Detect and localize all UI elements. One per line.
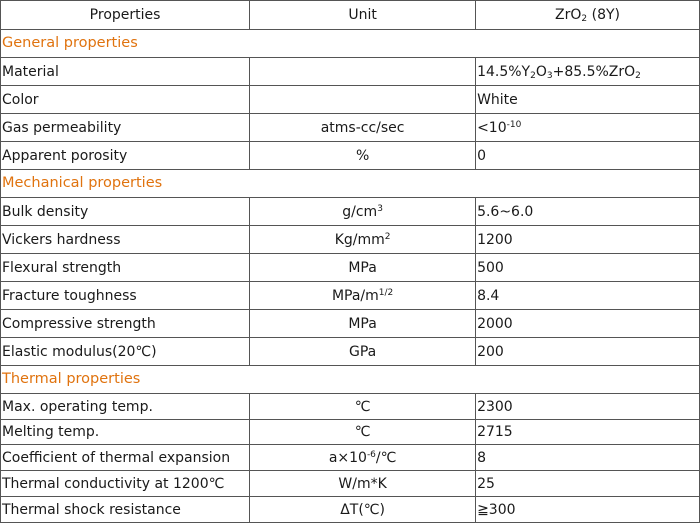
table-header-row (1, 1, 700, 30)
property-unit (250, 58, 476, 86)
section-row-thermal (1, 366, 700, 394)
property-unit: $Kg/mm^2$ (250, 226, 476, 254)
property-name: Coefficient of thermal expansion (1, 445, 250, 471)
property-unit: MPa (250, 254, 476, 282)
property-value: $<10^{-10}$ (476, 114, 700, 142)
header-unit: Unit (250, 1, 476, 30)
property-name: Thermal shock resistance (1, 497, 250, 523)
property-value: White (476, 86, 700, 114)
property-value: 200 (476, 338, 700, 366)
property-unit: % (250, 142, 476, 170)
property-name: Thermal conductivity at 1200℃ (1, 471, 250, 497)
property-unit: W/m*K (250, 471, 476, 497)
property-unit: MPa (250, 310, 476, 338)
property-value: ≧300 (476, 497, 700, 523)
header-properties: Properties (1, 1, 250, 30)
property-name: Fracture toughness (1, 282, 250, 310)
property-value: 2000 (476, 310, 700, 338)
property-name: Melting temp. (1, 420, 250, 445)
table-row (1, 310, 700, 338)
table-row (1, 471, 700, 497)
table-row (1, 445, 700, 471)
table-row (1, 58, 700, 86)
property-unit: ℃ (250, 394, 476, 420)
property-name: Gas permeability (1, 114, 250, 142)
property-unit: GPa (250, 338, 476, 366)
property-value: 2715 (476, 420, 700, 445)
property-name: Material (1, 58, 250, 86)
property-value: 25 (476, 471, 700, 497)
header-material: ZrO$_2$ (8Y) (476, 1, 700, 30)
table-row (1, 142, 700, 170)
section-row-general (1, 30, 700, 58)
property-value: 2300 (476, 394, 700, 420)
property-value: 0 (476, 142, 700, 170)
section-heading-general: General properties (1, 30, 700, 58)
property-unit: MPa/$m^{1/2}$ (250, 282, 476, 310)
table-row (1, 226, 700, 254)
table-row (1, 198, 700, 226)
property-name: Vickers hardness (1, 226, 250, 254)
property-unit (250, 86, 476, 114)
table-row (1, 282, 700, 310)
property-name: Bulk density (1, 198, 250, 226)
table-row (1, 338, 700, 366)
property-unit: $g/cm^3$ (250, 198, 476, 226)
table-row (1, 86, 700, 114)
property-value: 1200 (476, 226, 700, 254)
table-row (1, 420, 700, 445)
section-heading-thermal: Thermal properties (1, 366, 700, 394)
property-name: Color (1, 86, 250, 114)
property-name: Apparent porosity (1, 142, 250, 170)
table-row (1, 497, 700, 523)
section-heading-mechanical: Mechanical properties (1, 170, 700, 198)
property-value: $14.5\%Y_2O_3+85.5\%ZrO_2$ (476, 58, 700, 86)
property-name: Compressive strength (1, 310, 250, 338)
property-value: 5.6~6.0 (476, 198, 700, 226)
property-unit: ΔT(℃) (250, 497, 476, 523)
property-value: 8.4 (476, 282, 700, 310)
table-row (1, 394, 700, 420)
property-value: 500 (476, 254, 700, 282)
section-row-mechanical (1, 170, 700, 198)
property-name: Flexural strength (1, 254, 250, 282)
table-row (1, 254, 700, 282)
table-row (1, 114, 700, 142)
property-name: Max. operating temp. (1, 394, 250, 420)
property-name: Elastic modulus(20℃) (1, 338, 250, 366)
property-unit: $a\times 10^{-6}/℃$ (250, 445, 476, 471)
property-unit: ℃ (250, 420, 476, 445)
property-unit: atms-cc/sec (250, 114, 476, 142)
property-value: 8 (476, 445, 700, 471)
